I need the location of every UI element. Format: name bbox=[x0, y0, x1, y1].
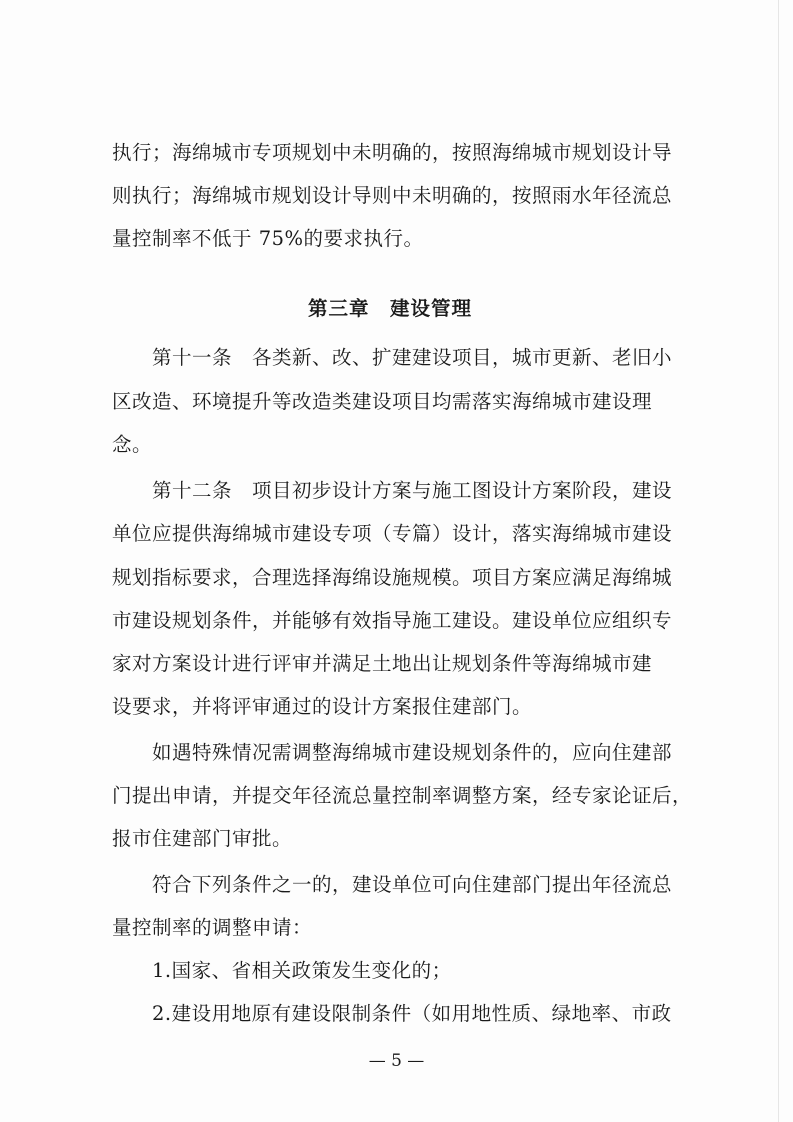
text-line: 规划指标要求，合理选择海绵设施规模。项目方案应满足海绵城 bbox=[112, 566, 673, 589]
text-line: 量控制率不低于 75%的要求执行。 bbox=[112, 227, 424, 250]
text-line: 区改造、环境提升等改造类建设项目均需落实海绵城市建设理 bbox=[112, 390, 653, 413]
text-line: 则执行；海绵城市规划设计导则中未明确的，按照雨水年径流总 bbox=[112, 184, 673, 207]
page-number: — 5 — bbox=[368, 1051, 425, 1071]
scan-edge-line-inner bbox=[778, 0, 779, 1122]
text-line: 如遇特殊情况需调整海绵城市建设规划条件的，应向住建部 bbox=[152, 741, 673, 764]
text-line: 量控制率的调整申请： bbox=[112, 916, 313, 939]
text-line: 第十二条 项目初步设计方案与施工图设计方案阶段，建设 bbox=[152, 479, 673, 502]
text-line: 念。 bbox=[112, 433, 153, 456]
list-item: 1.国家、省相关政策发生变化的； bbox=[152, 959, 452, 982]
text-line: 门提出申请，并提交年径流总量控制率调整方案，经专家论证后， bbox=[112, 784, 693, 807]
list-item: 2.建设用地原有建设限制条件（如用地性质、绿地率、市政 bbox=[152, 1002, 672, 1025]
text-line: 符合下列条件之一的，建设单位可向住建部门提出年径流总 bbox=[152, 873, 673, 896]
text-line: 报市住建部门审批。 bbox=[112, 827, 293, 850]
text-line: 家对方案设计进行评审并满足土地出让规划条件等海绵城市建 bbox=[112, 652, 653, 675]
text-line: 市建设规划条件，并能够有效指导施工建设。建设单位应组织专 bbox=[112, 609, 673, 632]
text-line: 执行；海绵城市专项规划中未明确的，按照海绵城市规划设计导 bbox=[112, 141, 673, 164]
text-line: 单位应提供海绵城市建设专项（专篇）设计，落实海绵城市建设 bbox=[112, 522, 673, 545]
text-line: 设要求，并将评审通过的设计方案报住建部门。 bbox=[112, 695, 533, 718]
text-line: 第十一条 各类新、改、扩建建设项目，城市更新、老旧小 bbox=[152, 346, 673, 369]
chapter-heading: 第三章 建设管理 bbox=[308, 297, 473, 320]
